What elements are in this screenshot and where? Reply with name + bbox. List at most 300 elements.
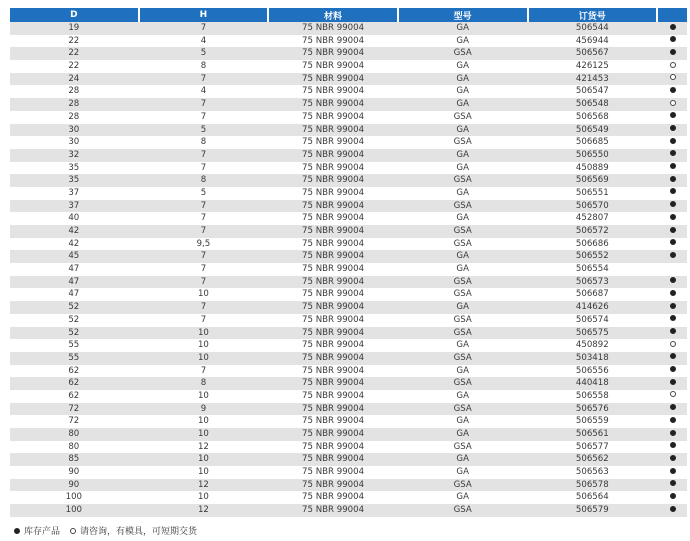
table-row	[10, 301, 687, 314]
cell-d: 28	[68, 111, 80, 122]
cell-stock	[658, 377, 687, 390]
cell-order-number: 506572	[575, 226, 609, 236]
cell-h: 12	[197, 505, 209, 516]
cell-stock	[658, 504, 687, 517]
legend-inquiry-label: 请咨询，有模具，可短期交货	[80, 527, 198, 537]
cell-d: 32	[68, 149, 80, 160]
cell-h: 10	[197, 352, 209, 363]
cell-material: 75 NBR 99004	[302, 479, 365, 490]
cell-type: GSA	[453, 48, 472, 59]
cell-type: GA	[456, 340, 469, 351]
cell-stock	[658, 314, 687, 327]
filled-circle-icon	[670, 328, 676, 334]
cell-order-number: 506568	[575, 111, 609, 122]
cell-h: 4	[200, 86, 207, 97]
cell-stock	[658, 288, 687, 301]
cell-order-number: 506558	[575, 390, 609, 401]
cell-material: 75 NBR 99004	[302, 505, 365, 516]
filled-circle-icon	[670, 455, 676, 461]
table-row	[10, 111, 687, 124]
cell-stock	[658, 365, 687, 378]
cell-d: 28	[68, 99, 80, 110]
cell-stock	[658, 136, 687, 149]
legend-item-in-stock	[14, 524, 60, 537]
filled-circle-icon	[670, 138, 676, 144]
table-row	[10, 441, 687, 454]
header-stock	[658, 8, 687, 22]
header-type: 型号	[399, 8, 527, 22]
cell-material: 75 NBR 99004	[302, 48, 365, 59]
cell-d: 72	[68, 416, 80, 427]
cell-d: 22	[68, 61, 80, 72]
cell-stock	[658, 453, 687, 466]
cell-type: GSA	[453, 352, 472, 363]
cell-stock	[658, 466, 687, 479]
cell-h: 10	[197, 467, 209, 478]
cell-d: 52	[68, 314, 80, 325]
cell-h: 10	[197, 289, 209, 300]
open-circle-icon	[670, 391, 676, 397]
cell-stock	[658, 85, 687, 98]
cell-material: 75 NBR 99004	[302, 416, 365, 427]
cell-material: 75 NBR 99004	[302, 378, 365, 389]
cell-stock	[658, 276, 687, 289]
table-row	[10, 124, 687, 137]
cell-type: GA	[456, 454, 469, 465]
table-row	[10, 352, 687, 365]
table-row	[10, 504, 687, 517]
filled-circle-icon	[670, 176, 676, 182]
filled-circle-icon	[670, 252, 676, 258]
table-row	[10, 85, 687, 98]
table-row	[10, 225, 687, 238]
table-row	[10, 238, 687, 251]
cell-order-number: 506578	[575, 479, 609, 490]
cell-d: 35	[68, 175, 80, 186]
cell-h: 10	[197, 390, 209, 401]
cell-d: 47	[68, 289, 80, 300]
cell-stock	[658, 35, 687, 48]
cell-d: 100	[65, 505, 83, 516]
cell-stock	[658, 111, 687, 124]
cell-type: GSA	[453, 441, 472, 452]
cell-h: 7	[200, 73, 207, 84]
cell-h: 9,5	[196, 238, 211, 249]
cell-type: GSA	[453, 327, 472, 338]
cell-h: 5	[200, 124, 207, 135]
cell-material: 75 NBR 99004	[302, 302, 365, 313]
cell-order-number: 506561	[575, 429, 609, 439]
cell-d: 37	[68, 187, 80, 198]
cell-d: 90	[68, 479, 80, 490]
cell-order-number: 450889	[575, 162, 609, 173]
table-row	[10, 47, 687, 60]
cell-d: 40	[68, 213, 80, 224]
table-row	[10, 263, 687, 276]
legend-in-stock-label: 库存产品	[24, 527, 61, 537]
open-circle-icon	[670, 341, 676, 347]
table-body	[10, 22, 687, 517]
cell-h: 7	[200, 251, 207, 262]
cell-h: 7	[200, 213, 207, 224]
cell-d: 30	[68, 137, 80, 148]
cell-h: 7	[200, 99, 207, 110]
cell-stock	[658, 403, 687, 416]
cell-type: GSA	[453, 200, 472, 211]
cell-type: GA	[456, 73, 469, 84]
table-row	[10, 136, 687, 149]
table-row	[10, 390, 687, 403]
cell-stock	[658, 250, 687, 263]
cell-d: 62	[68, 365, 80, 376]
filled-circle-icon	[670, 290, 676, 296]
cell-material: 75 NBR 99004	[302, 403, 365, 414]
cell-h: 10	[197, 429, 209, 439]
cell-stock	[658, 73, 687, 86]
filled-circle-icon	[670, 468, 676, 474]
cell-type: GA	[456, 467, 469, 478]
cell-order-number: 456944	[575, 35, 609, 46]
filled-circle-icon	[670, 24, 676, 30]
cell-d: 30	[68, 124, 80, 135]
open-circle-icon	[670, 74, 676, 80]
table-row	[10, 339, 687, 352]
cell-stock	[658, 263, 687, 276]
filled-circle-icon	[14, 528, 20, 534]
legend	[14, 524, 207, 537]
cell-material: 75 NBR 99004	[302, 111, 365, 122]
cell-h: 8	[200, 175, 207, 186]
filled-circle-icon	[670, 303, 676, 309]
cell-order-number: 452807	[575, 213, 609, 224]
cell-type: GSA	[453, 111, 472, 122]
cell-material: 75 NBR 99004	[302, 467, 365, 478]
table-row	[10, 415, 687, 428]
cell-d: 37	[68, 200, 80, 211]
cell-h: 4	[200, 35, 207, 46]
cell-stock	[658, 491, 687, 504]
table-row	[10, 314, 687, 327]
cell-stock	[658, 415, 687, 428]
filled-circle-icon	[670, 493, 676, 499]
header-h: H	[140, 8, 268, 22]
cell-material: 75 NBR 99004	[302, 187, 365, 198]
cell-d: 52	[68, 327, 80, 338]
cell-type: GA	[456, 149, 469, 160]
filled-circle-icon	[670, 480, 676, 486]
cell-material: 75 NBR 99004	[302, 175, 365, 186]
cell-h: 12	[197, 441, 209, 452]
cell-type: GSA	[453, 226, 472, 236]
cell-order-number: 506551	[575, 187, 609, 198]
cell-order-number: 506562	[575, 454, 609, 465]
cell-h: 10	[197, 454, 209, 465]
cell-order-number: 506563	[575, 467, 609, 478]
cell-order-number: 426125	[575, 61, 609, 72]
table-row	[10, 250, 687, 263]
cell-type: GA	[456, 86, 469, 97]
cell-order-number: 506569	[575, 175, 609, 186]
cell-d: 45	[68, 251, 80, 262]
cell-h: 7	[200, 264, 207, 275]
cell-stock	[658, 327, 687, 340]
cell-type: GA	[456, 390, 469, 401]
cell-type: GSA	[453, 276, 472, 287]
filled-circle-icon	[670, 188, 676, 194]
cell-material: 75 NBR 99004	[302, 200, 365, 211]
table-header	[10, 8, 687, 22]
cell-type: GA	[456, 365, 469, 376]
cell-stock	[658, 301, 687, 314]
cell-type: GA	[456, 35, 469, 46]
cell-order-number: 506685	[575, 137, 609, 148]
cell-order-number: 506687	[575, 289, 609, 300]
cell-h: 7	[200, 302, 207, 313]
cell-material: 75 NBR 99004	[302, 327, 365, 338]
filled-circle-icon	[670, 201, 676, 207]
cell-material: 75 NBR 99004	[302, 276, 365, 287]
filled-circle-icon	[670, 315, 676, 321]
cell-stock	[658, 149, 687, 162]
cell-h: 9	[200, 403, 207, 414]
filled-circle-icon	[670, 150, 676, 156]
cell-order-number: 421453	[575, 73, 609, 84]
cell-order-number: 506552	[575, 251, 609, 262]
cell-d: 28	[68, 86, 80, 97]
cell-type: GA	[456, 416, 469, 427]
cell-d: 72	[68, 403, 80, 414]
table-row	[10, 403, 687, 416]
filled-circle-icon	[670, 87, 676, 93]
table-row	[10, 212, 687, 225]
cell-material: 75 NBR 99004	[302, 23, 365, 33]
table-row	[10, 491, 687, 504]
cell-type: GA	[456, 99, 469, 110]
product-table	[10, 8, 687, 517]
cell-h: 12	[197, 479, 209, 490]
cell-h: 10	[197, 416, 209, 427]
cell-stock	[658, 60, 687, 73]
cell-stock	[658, 238, 687, 251]
table-row	[10, 365, 687, 378]
cell-type: GSA	[453, 505, 472, 516]
cell-order-number: 450892	[575, 340, 609, 351]
cell-order-number: 506579	[575, 505, 609, 516]
open-circle-icon	[670, 100, 676, 106]
cell-type: GA	[456, 23, 469, 33]
cell-material: 75 NBR 99004	[302, 137, 365, 148]
cell-order-number: 440418	[575, 378, 609, 389]
cell-order-number: 506686	[575, 238, 609, 249]
cell-stock	[658, 339, 687, 352]
header-d: D	[10, 8, 138, 22]
table-row	[10, 200, 687, 213]
table-row	[10, 98, 687, 111]
cell-d: 22	[68, 35, 80, 46]
cell-order-number: 506570	[575, 200, 609, 211]
filled-circle-icon	[670, 277, 676, 283]
cell-stock	[658, 479, 687, 492]
cell-d: 90	[68, 467, 80, 478]
table-row	[10, 60, 687, 73]
cell-material: 75 NBR 99004	[302, 314, 365, 325]
cell-material: 75 NBR 99004	[302, 162, 365, 173]
cell-type: GA	[456, 264, 469, 275]
filled-circle-icon	[670, 36, 676, 42]
cell-type: GSA	[453, 238, 472, 249]
cell-stock	[658, 124, 687, 137]
cell-material: 75 NBR 99004	[302, 73, 365, 84]
cell-d: 80	[68, 441, 80, 452]
cell-type: GSA	[453, 479, 472, 490]
cell-type: GSA	[453, 403, 472, 414]
cell-order-number: 506547	[575, 86, 609, 97]
cell-d: 100	[65, 492, 83, 503]
table-row	[10, 453, 687, 466]
table-row	[10, 288, 687, 301]
cell-material: 75 NBR 99004	[302, 340, 365, 351]
cell-stock	[658, 212, 687, 225]
cell-type: GA	[456, 302, 469, 313]
filled-circle-icon	[670, 442, 676, 448]
cell-d: 47	[68, 264, 80, 275]
filled-circle-icon	[670, 163, 676, 169]
open-circle-icon	[670, 62, 676, 68]
cell-h: 8	[200, 61, 207, 72]
cell-material: 75 NBR 99004	[302, 251, 365, 262]
filled-circle-icon	[670, 506, 676, 512]
cell-material: 75 NBR 99004	[302, 149, 365, 160]
cell-h: 8	[200, 137, 207, 148]
cell-material: 75 NBR 99004	[302, 365, 365, 376]
table-row	[10, 22, 687, 35]
cell-type: GA	[456, 213, 469, 224]
cell-material: 75 NBR 99004	[302, 429, 365, 439]
cell-material: 75 NBR 99004	[302, 390, 365, 401]
cell-type: GSA	[453, 137, 472, 148]
cell-h: 10	[197, 492, 209, 503]
cell-order-number: 506559	[575, 416, 609, 427]
cell-type: GSA	[453, 289, 472, 300]
cell-h: 7	[200, 162, 207, 173]
table-row	[10, 35, 687, 48]
cell-material: 75 NBR 99004	[302, 352, 365, 363]
cell-order-number: 506554	[575, 264, 609, 275]
cell-stock	[658, 162, 687, 175]
cell-order-number: 506556	[575, 365, 609, 376]
cell-material: 75 NBR 99004	[302, 99, 365, 110]
cell-d: 19	[68, 23, 80, 33]
cell-type: GSA	[453, 175, 472, 186]
table-row	[10, 149, 687, 162]
filled-circle-icon	[670, 112, 676, 118]
cell-h: 7	[200, 149, 207, 160]
filled-circle-icon	[670, 366, 676, 372]
cell-d: 24	[68, 73, 80, 84]
filled-circle-icon	[670, 214, 676, 220]
cell-stock	[658, 441, 687, 454]
filled-circle-icon	[670, 125, 676, 131]
cell-h: 7	[200, 365, 207, 376]
filled-circle-icon	[670, 430, 676, 436]
header-material: 材料	[269, 8, 397, 22]
cell-d: 85	[68, 454, 80, 465]
cell-material: 75 NBR 99004	[302, 61, 365, 72]
cell-d: 62	[68, 390, 80, 401]
cell-d: 55	[68, 340, 80, 351]
table-row	[10, 466, 687, 479]
table-row	[10, 174, 687, 187]
cell-stock	[658, 187, 687, 200]
cell-material: 75 NBR 99004	[302, 86, 365, 97]
header-order-number: 订货号	[529, 8, 657, 22]
cell-stock	[658, 174, 687, 187]
filled-circle-icon	[670, 239, 676, 245]
cell-material: 75 NBR 99004	[302, 238, 365, 249]
cell-h: 5	[200, 187, 207, 198]
cell-order-number: 506564	[575, 492, 609, 503]
cell-h: 10	[197, 327, 209, 338]
cell-material: 75 NBR 99004	[302, 289, 365, 300]
cell-type: GA	[456, 162, 469, 173]
filled-circle-icon	[670, 404, 676, 410]
cell-material: 75 NBR 99004	[302, 213, 365, 224]
cell-type: GA	[456, 124, 469, 135]
cell-material: 75 NBR 99004	[302, 454, 365, 465]
legend-item-inquiry	[70, 524, 197, 537]
cell-order-number: 506549	[575, 124, 609, 135]
cell-stock	[658, 22, 687, 35]
cell-type: GA	[456, 61, 469, 72]
table-row	[10, 276, 687, 289]
cell-stock	[658, 225, 687, 238]
cell-order-number: 414626	[575, 302, 609, 313]
table-row	[10, 377, 687, 390]
cell-material: 75 NBR 99004	[302, 441, 365, 452]
cell-material: 75 NBR 99004	[302, 492, 365, 503]
table-row	[10, 162, 687, 175]
filled-circle-icon	[670, 353, 676, 359]
table-row	[10, 73, 687, 86]
cell-order-number: 506573	[575, 276, 609, 287]
cell-h: 7	[200, 111, 207, 122]
cell-stock	[658, 47, 687, 60]
cell-d: 35	[68, 162, 80, 173]
filled-circle-icon	[670, 417, 676, 423]
filled-circle-icon	[670, 227, 676, 233]
cell-h: 5	[200, 48, 207, 59]
cell-d: 47	[68, 276, 80, 287]
cell-d: 80	[68, 429, 80, 439]
cell-stock	[658, 200, 687, 213]
cell-h: 7	[200, 23, 207, 33]
cell-d: 42	[68, 238, 80, 249]
cell-type: GA	[456, 492, 469, 503]
cell-order-number: 506548	[575, 99, 609, 110]
cell-order-number: 506574	[575, 314, 609, 325]
cell-order-number: 506544	[575, 23, 609, 33]
cell-type: GSA	[453, 314, 472, 325]
cell-type: GSA	[453, 378, 472, 389]
cell-type: GA	[456, 429, 469, 439]
cell-order-number: 506576	[575, 403, 609, 414]
cell-d: 52	[68, 302, 80, 313]
cell-order-number: 506567	[575, 48, 609, 59]
cell-h: 7	[200, 314, 207, 325]
cell-order-number: 506575	[575, 327, 609, 338]
cell-h: 7	[200, 276, 207, 287]
cell-order-number: 506577	[575, 441, 609, 452]
